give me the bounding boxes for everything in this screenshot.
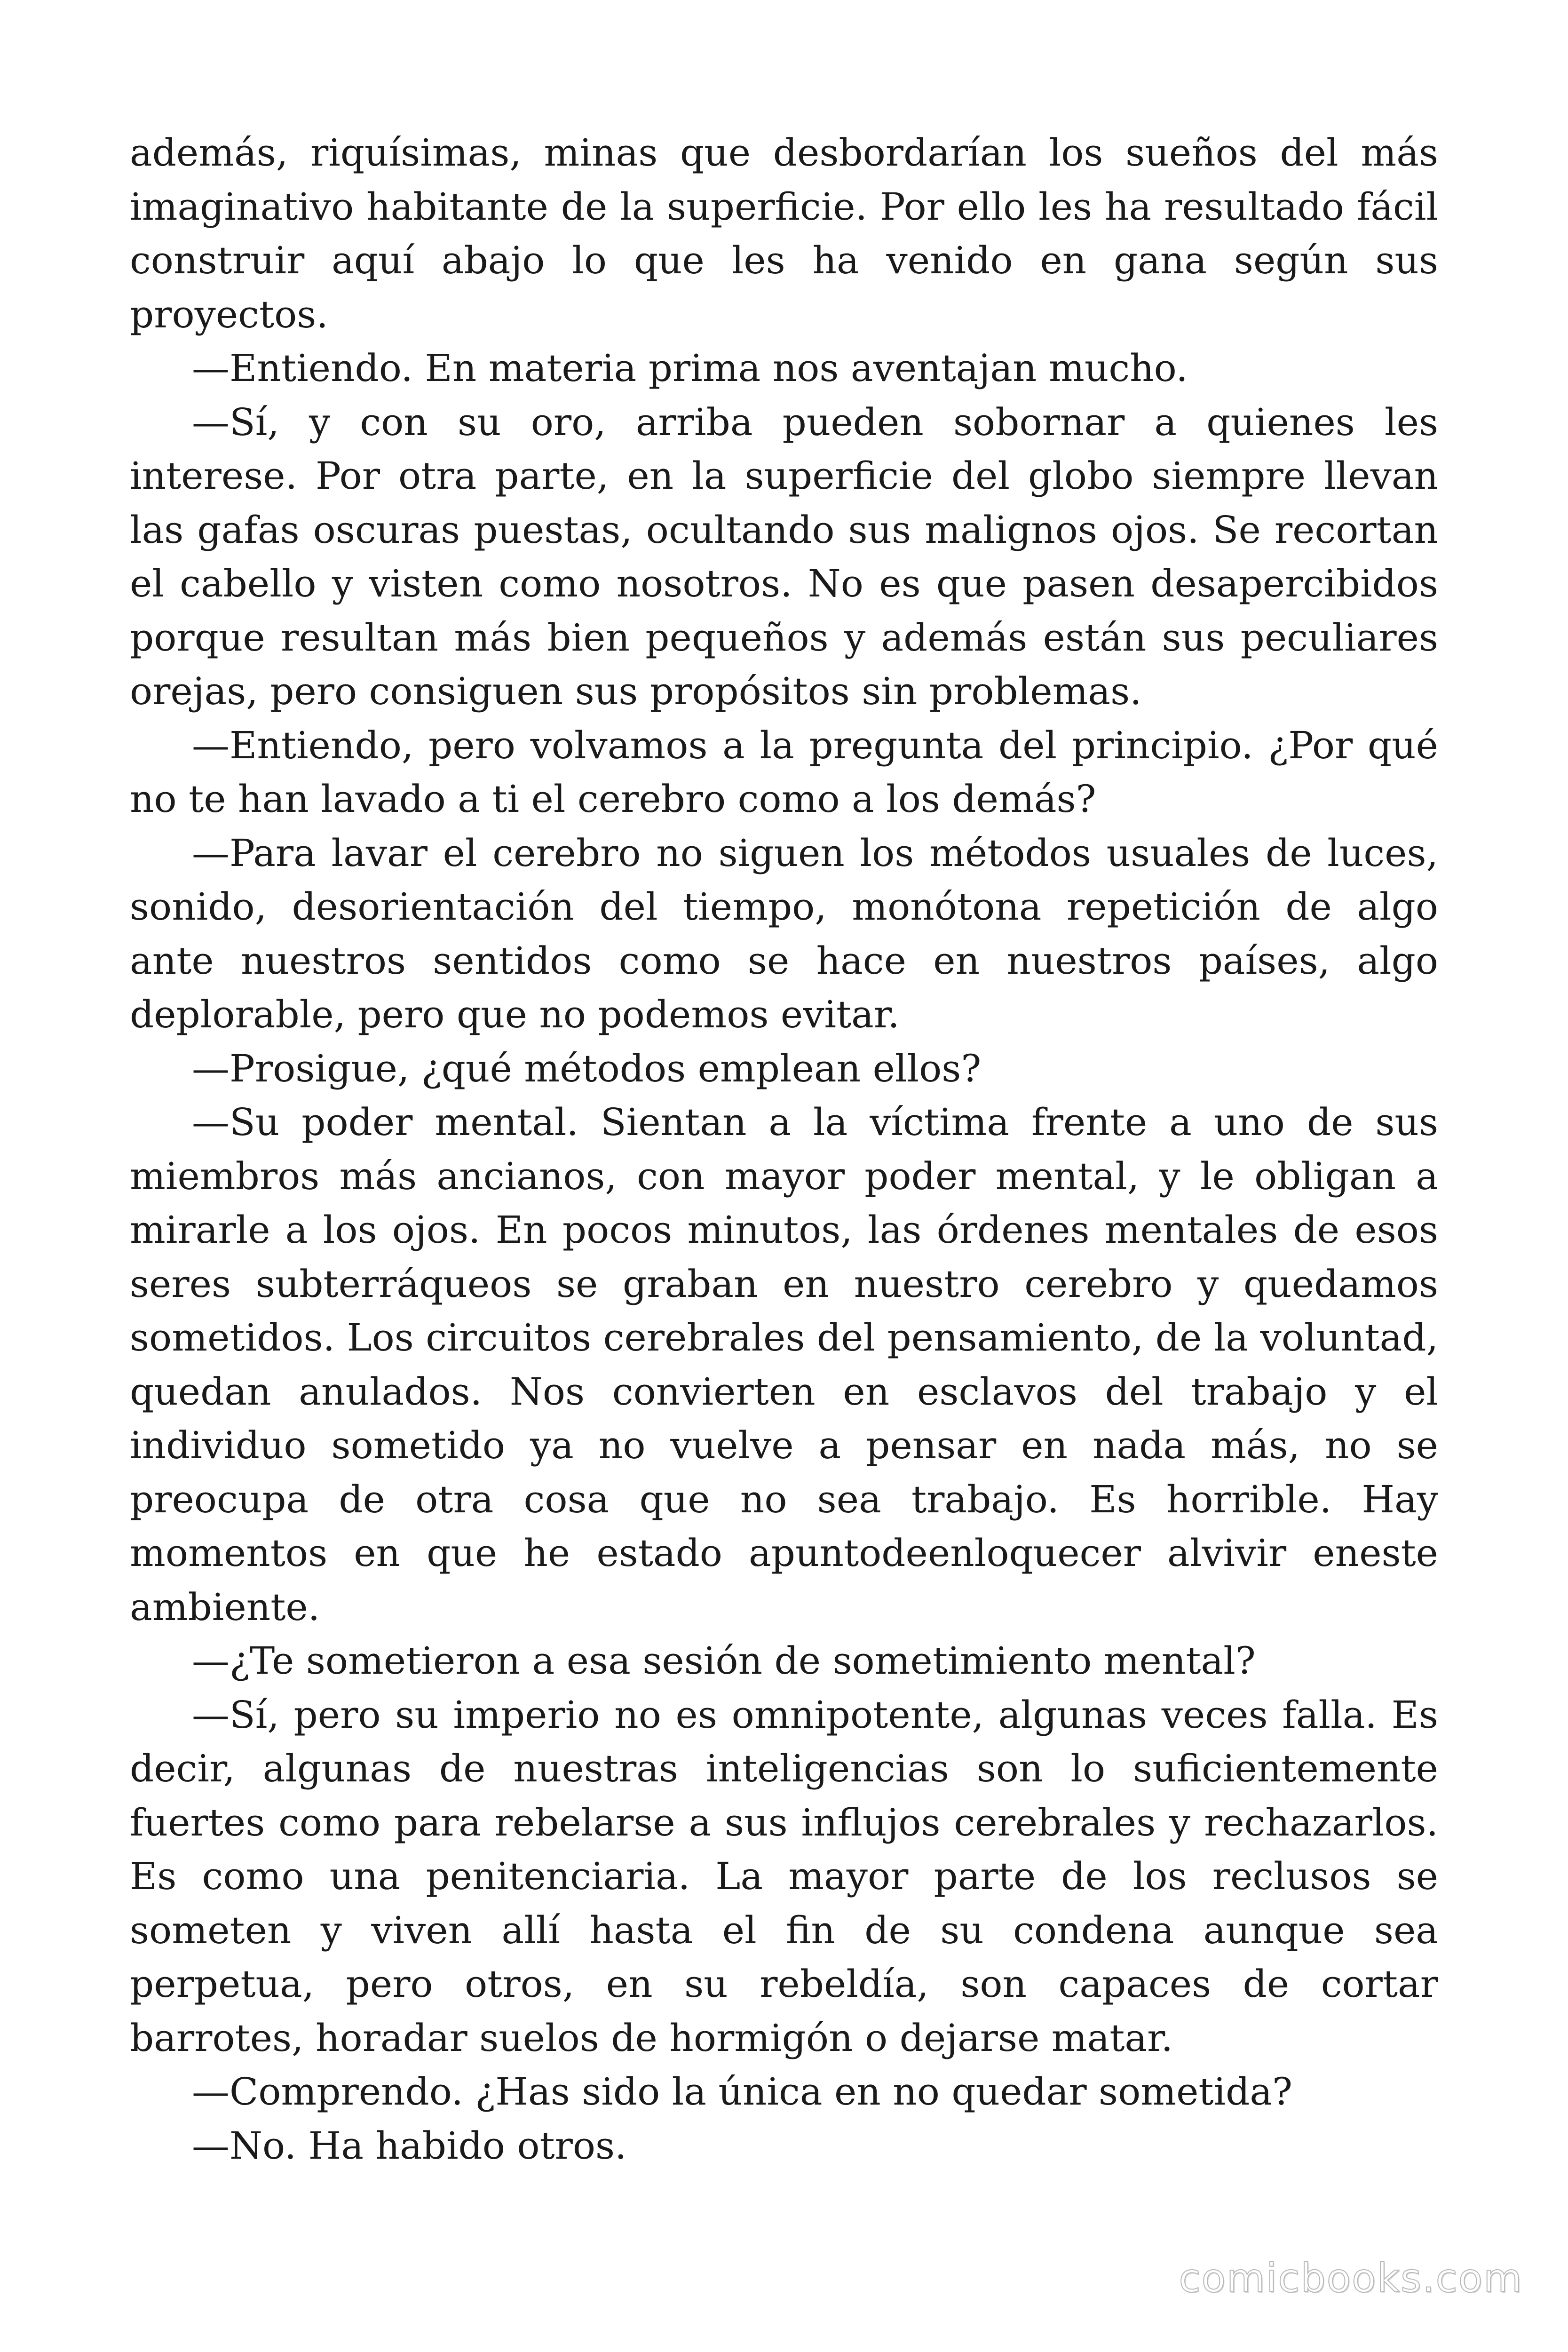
paragraph-continuation: además, riquísimas, minas que desbordarían los sueños del más imaginativo habitante de la superficie. Por ello les ha resultado fácil construir aquí abajo lo que les ha venido en gana según sus proyectos. [130,131,1438,336]
paragraph-dialogue: —Entiendo. En materia prima nos aventajan mucho. [192,346,1188,390]
watermark-text: comicbooks.com [1179,2255,1523,2301]
paragraph-dialogue: —Sí, y con su oro, arriba pueden sobornar a quienes les interese. Por otra parte, en la superficie del globo siempre llevan las gafas oscuras puestas, ocultando sus malignos ojos. Se recortan el cabello y visten como nosotros. No es que pasen desapercibidos porque resultan más bien pequeños y además están sus peculiares orejas, pero consiguen sus propósitos sin problemas. [130,400,1438,713]
paragraph-dialogue: —Para lavar el cerebro no siguen los métodos usuales de luces, sonido, desorientación del tiempo, monótona repetición de algo ante nuestros sentidos como se hace en nuestros países, algo deplorable, pero que no podemos evitar. [130,831,1438,1036]
paragraph-dialogue: —Sí, pero su imperio no es omnipotente, algunas veces falla. Es decir, algunas de nuestras inteligencias son lo suficientemente fuertes como para rebelarse a sus influjos cerebrales y rechazarlos. Es como una penitenciaria. La mayor parte de los reclusos se someten y viven allí hasta el fin de su condena aunque sea perpetua, pero otros, en su rebeldía, son capaces de cortar barrotes, horadar suelos de hormigón o dejarse matar. [130,1692,1438,2060]
paragraph-dialogue: —Entiendo, pero volvamos a la pregunta del principio. ¿Por qué no te han lavado a ti el cerebro como a los demás? [130,723,1438,821]
paragraph-dialogue: —¿Te sometieron a esa sesión de sometimiento mental? [192,1639,1256,1683]
paragraph-dialogue: —No. Ha habido otros. [192,2123,627,2168]
paragraph-dialogue: —Su poder mental. Sientan a la víctima frente a uno de sus miembros más ancianos, con mayor poder mental, y le obligan a mirarle a los ojos. En pocos minutos, las órdenes mentales de esos seres subterráqueos se graban en nuestro cerebro y quedamos sometidos. Los circuitos cerebrales del pensamiento, de la voluntad, quedan anulados. Nos convierten en esclavos del trabajo y el individuo sometido ya no vuelve a pensar en nada más, no se preocupa de otra cosa que no sea trabajo. Es horrible. Hay momentos en que he estado apuntodeenloquecer alvivir eneste ambiente. [130,1100,1438,1629]
page-text-block [130,126,1438,2173]
paragraph-dialogue: —Prosigue, ¿qué métodos emplean ellos? [192,1046,982,1090]
paragraph-dialogue: —Comprendo. ¿Has sido la única en no quedar sometida? [192,2070,1292,2114]
